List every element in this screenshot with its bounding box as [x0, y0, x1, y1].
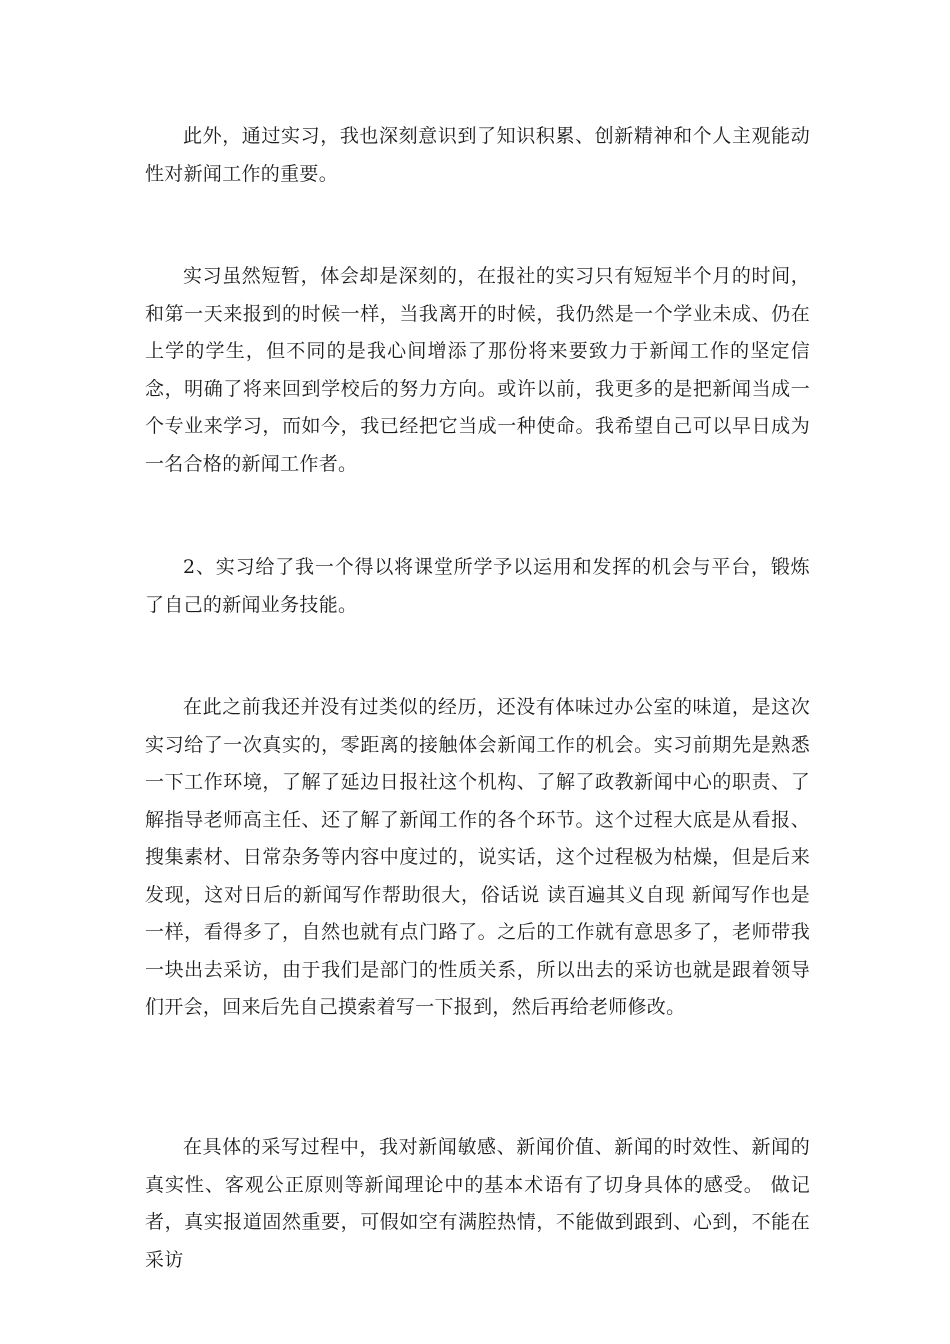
- paragraph-internship-reflection: 实习虽然短暂，体会却是深刻的，在报社的实习只有短短半个月的时间，和第一天来报到的时候一样，当我离开的时候，我仍然是一个学业未成、仍在上学的学生，但不同的是我心间增添了那份将来要致力于新闻工作的坚定信念，明确了将来回到学校后的努力方向。或许以前，我更多的是把新闻当成一个专业来学习，而如今，我已经把它当成一种使命。我希望自己可以早日成为一名合格的新闻工作者。: [145, 265, 810, 475]
- paragraph-knowledge-importance: 此外，通过实习，我也深刻意识到了知识积累、创新精神和个人主观能动性对新闻工作的重要。: [145, 125, 810, 185]
- paragraph-section-2-heading: 2、实习给了我一个得以将课堂所学予以运用和发挥的机会与平台，锻炼了自己的新闻业务技能。: [145, 556, 810, 616]
- paragraph-reporting-process: 在具体的采写过程中，我对新闻敏感、新闻价值、新闻的时效性、新闻的真实性、客观公正原则等新闻理论中的基本术语有了切身具体的感受。 做记者，真实报道固然重要，可假如空有满腔热情，不能做到跟到、心到，不能在采访: [145, 1136, 810, 1271]
- paragraph-internship-experience: 在此之前我还并没有过类似的经历，还没有体味过办公室的味道，是这次实习给了一次真实的，零距离的接触体会新闻工作的机会。实习前期先是熟悉一下工作环境，了解了延边日报社这个机构、了解了政教新闻中心的职责、了解指导老师高主任、还了解了新闻工作的各个环节。这个过程大底是从看报、搜集素材、日常杂务等内容中度过的，说实话，这个过程极为枯燥，但是后来发现，这对日后的新闻写作帮助很大，俗话说 读百遍其义自现 新闻写作也是一样，看得多了，自然也就有点门路了。之后的工作就有意思多了，老师带我一块出去采访，由于我们是部门的性质关系，所以出去的采访也就是跟着领导们开会，回来后先自己摸索着写一下报到，然后再给老师修改。: [145, 696, 810, 1018]
